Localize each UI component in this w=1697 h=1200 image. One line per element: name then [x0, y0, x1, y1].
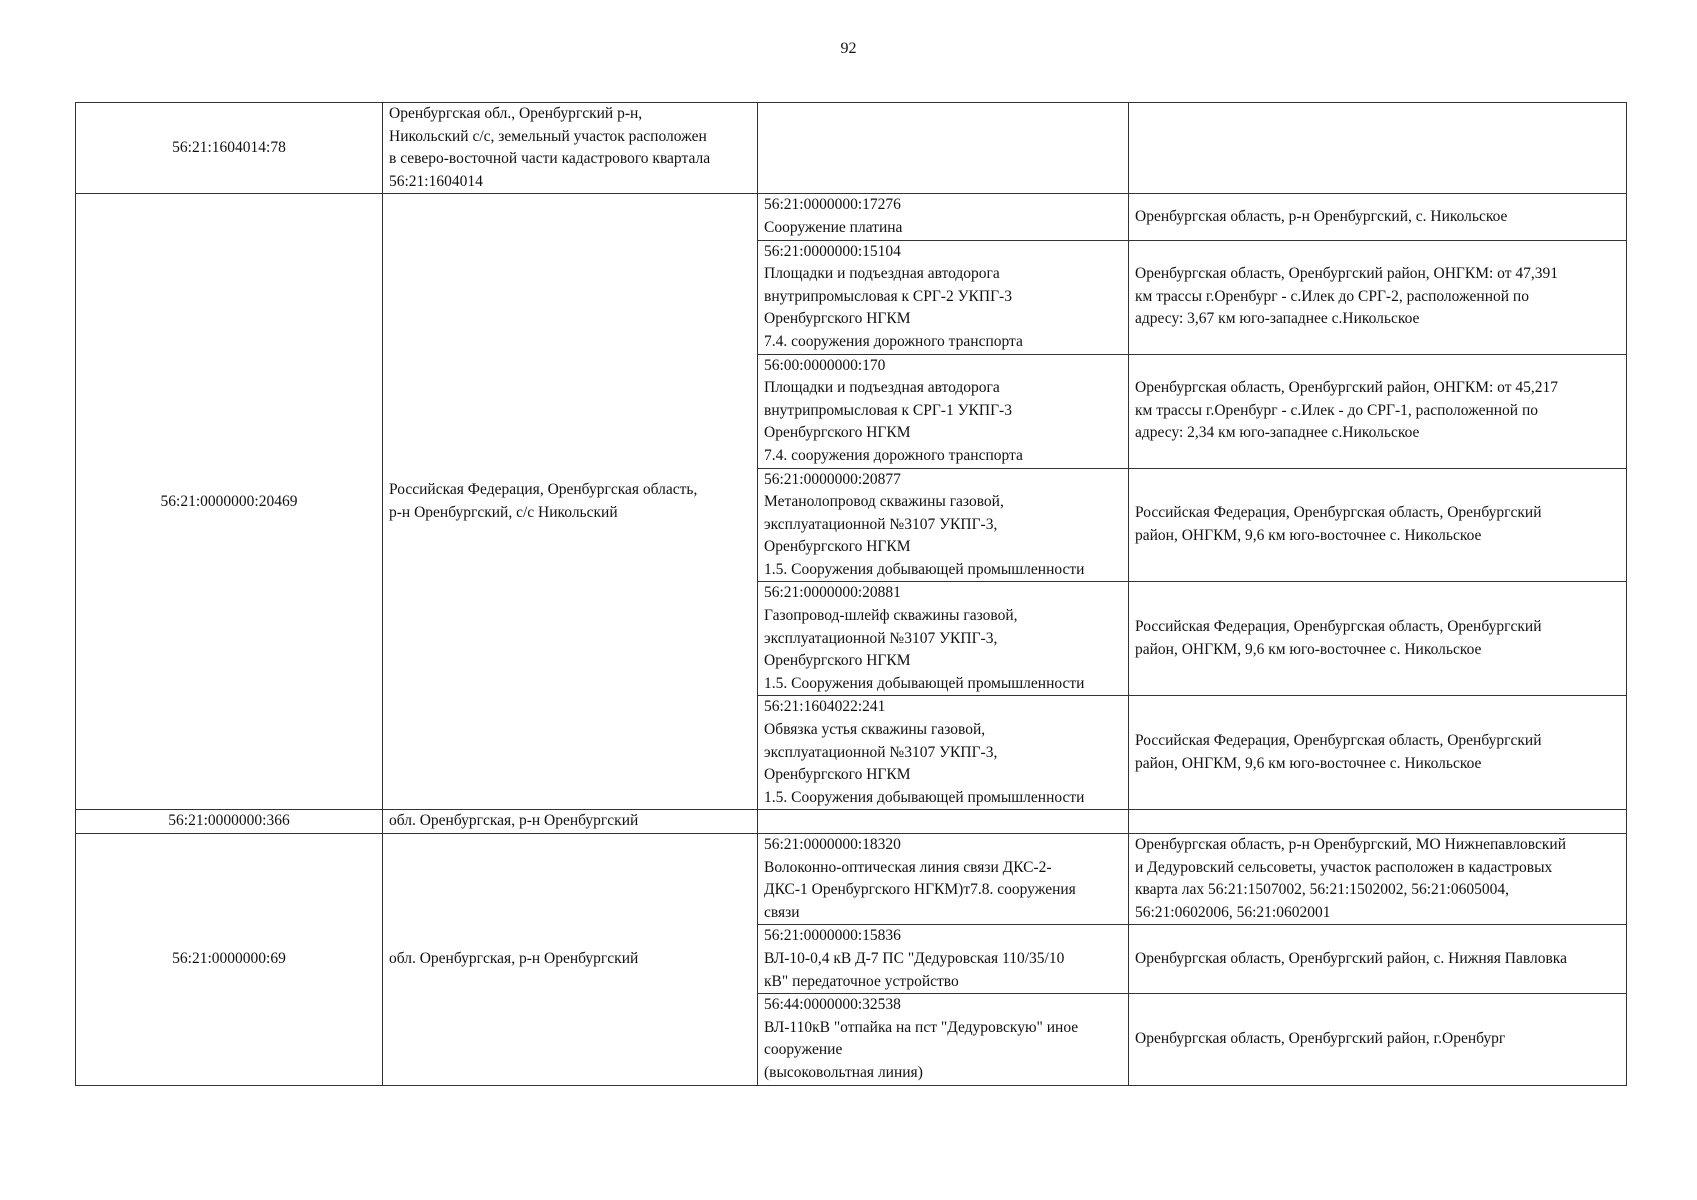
table-row — [76, 103, 1627, 194]
table-row — [76, 834, 1627, 925]
object-cell — [758, 810, 1129, 834]
object-cell: 56:21:0000000:20881 Газопровод-шлейф скважины газовой, эксплуатационной №3107 УКПГ-3, Оренбургского НГКМ 1.5. Сооружения добывающей промышленности — [758, 582, 1129, 696]
location-cell: Оренбургская область, р-н Оренбургский, с. Никольское — [1129, 194, 1627, 240]
object-cell: 56:00:0000000:170 Площадки и подъездная автодорога внутрипромысловая к СРГ-1 УКПГ-3 Оренбургского НГКМ 7.4. сооружения дорожного транспорта — [758, 354, 1129, 468]
object-cell: 56:21:0000000:20877 Метанолопровод скважины газовой, эксплуатационной №3107 УКПГ-3, Оренбургского НГКМ 1.5. Сооружения добывающей промышленности — [758, 468, 1129, 582]
location-cell: Российская Федерация, Оренбургская область, Оренбургский район, ОНГКМ, 9,6 км юго-восточнее с. Никольское — [1129, 468, 1627, 582]
object-cell: 56:21:0000000:17276 Сооружение платина — [758, 194, 1129, 240]
location-cell — [1129, 103, 1627, 194]
object-cell — [758, 103, 1129, 194]
location-cell: Российская Федерация, Оренбургская область, Оренбургский район, ОНГКМ, 9,6 км юго-восточнее с. Никольское — [1129, 696, 1627, 810]
object-cell: 56:44:0000000:32538 ВЛ-110кВ "отпайка на пст "Дедуровскую" иное сооружение (высоковольтная линия) — [758, 994, 1129, 1085]
parcel-address: обл. Оренбургская, р-н Оренбургский — [383, 810, 758, 834]
object-cell: 56:21:0000000:15104 Площадки и подъездная автодорога внутрипромысловая к СРГ-2 УКПГ-3 Оренбургского НГКМ 7.4. сооружения дорожного транспорта — [758, 240, 1129, 354]
parcel-address: обл. Оренбургская, р-н Оренбургский — [383, 834, 758, 1086]
location-cell: Оренбургская область, Оренбургский район, г.Оренбург — [1129, 994, 1627, 1085]
page-number: 92 — [840, 40, 857, 57]
table-row — [76, 810, 1627, 834]
parcel-number: 56:21:0000000:366 — [76, 810, 383, 834]
parcel-address: Оренбургская обл., Оренбургский р-н, Никольский с/с, земельный участок расположен в северо-восточной части кадастрового квартала 56:21:1604014 — [383, 103, 758, 194]
cadastral-table — [75, 102, 1627, 1086]
object-cell: 56:21:0000000:15836 ВЛ-10-0,4 кВ Д-7 ПС "Дедуровская 110/35/10 кВ" передаточное устройство — [758, 925, 1129, 994]
location-cell: Оренбургская область, Оренбургский район, ОНГКМ: от 45,217 км трассы г.Оренбург - с.Илек - до СРГ-1, расположенной по адресу: 2,34 км юго-западнее с.Никольское — [1129, 354, 1627, 468]
parcel-number: 56:21:1604014:78 — [76, 103, 383, 194]
parcel-number: 56:21:0000000:20469 — [76, 194, 383, 810]
location-cell: Оренбургская область, Оренбургский район, с. Нижняя Павловка — [1129, 925, 1627, 994]
object-cell: 56:21:0000000:18320 Волоконно-оптическая линия связи ДКС-2- ДКС-1 Оренбургского НГКМ)т7.8. сооружения связи — [758, 834, 1129, 925]
parcel-address: Российская Федерация, Оренбургская область, р-н Оренбургский, с/с Никольский — [383, 194, 758, 810]
table-row — [76, 194, 1627, 240]
parcel-number: 56:21:0000000:69 — [76, 834, 383, 1086]
location-cell: Оренбургская область, Оренбургский район, ОНГКМ: от 47,391 км трассы г.Оренбург - с.Илек до СРГ-2, расположенной по адресу: 3,67 км юго-западнее с.Никольское — [1129, 240, 1627, 354]
location-cell: Оренбургская область, р-н Оренбургский, МО Нижнепавловский и Дедуровский сельсоветы, участок расположен в кадастровых кварта лах 56:21:1507002, 56:21:1502002, 56:21:0605004, 56:21:0602006, 56:21:0602001 — [1129, 834, 1627, 925]
object-cell: 56:21:1604022:241 Обвязка устья скважины газовой, эксплуатационной №3107 УКПГ-3, Оренбургского НГКМ 1.5. Сооружения добывающей промышленности — [758, 696, 1129, 810]
location-cell — [1129, 810, 1627, 834]
location-cell: Российская Федерация, Оренбургская область, Оренбургский район, ОНГКМ, 9,6 км юго-восточнее с. Никольское — [1129, 582, 1627, 696]
